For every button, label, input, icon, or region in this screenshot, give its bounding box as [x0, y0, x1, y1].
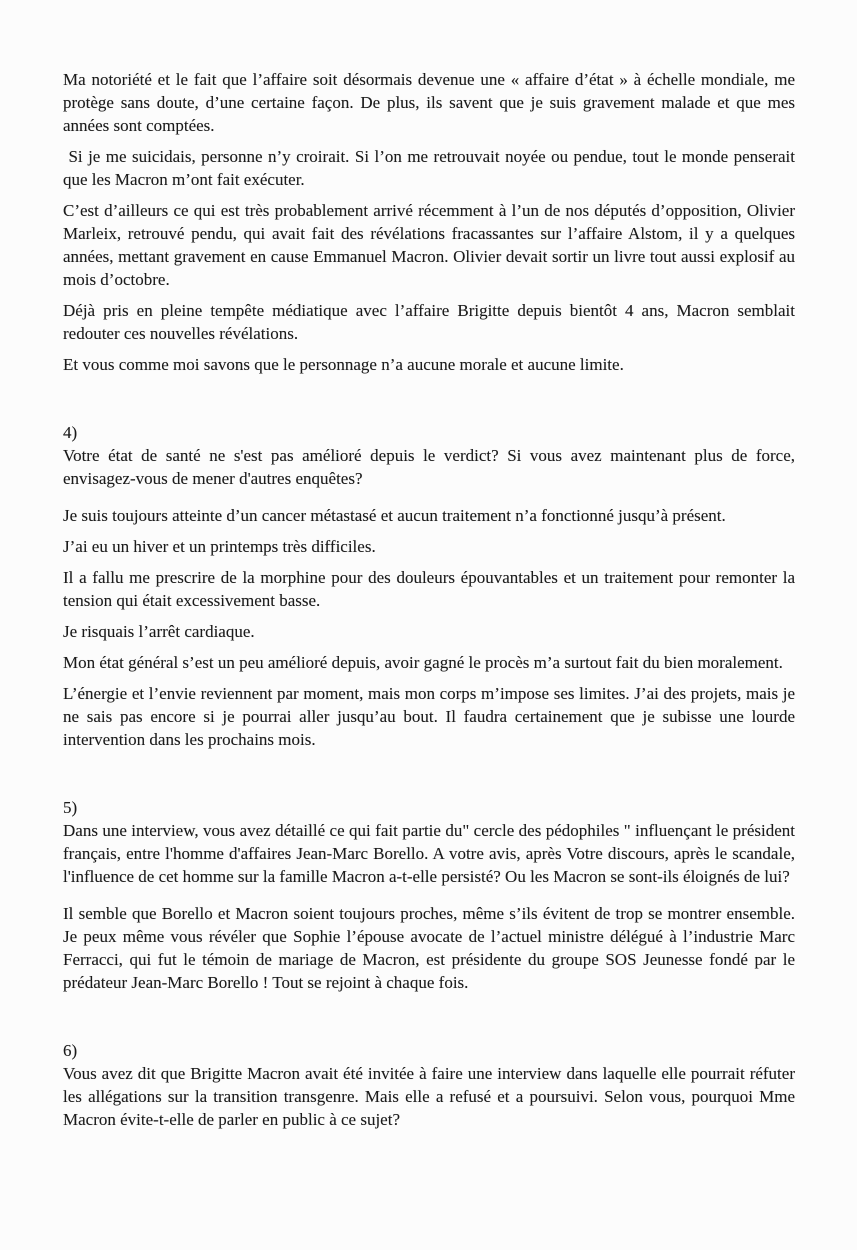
question-block [63, 1039, 800, 1131]
question-block [63, 421, 800, 490]
paragraph-text: Si je me suicidais, personne n’y croirait. Si l’on me retrouvait noyée ou pendue, tout le monde penserait que les Macron m’ont fait exécuter. [63, 147, 800, 189]
question-number: 5) [63, 798, 78, 817]
paragraph [63, 145, 800, 191]
paragraph-text: L’énergie et l’envie reviennent par moment, mais mon corps m’impose ses limites. J’ai des projets, mais je ne sais pas encore si je pourrai aller jusqu’au bout. Il faudra certainement que je subisse une lourde intervention dans les prochains mois. [63, 684, 800, 749]
paragraph [63, 299, 800, 345]
paragraph [63, 504, 795, 527]
paragraph [63, 535, 795, 558]
paragraph [63, 682, 800, 751]
paragraph-text: Je risquais l’arrêt cardiaque. [63, 622, 255, 641]
paragraph [63, 199, 800, 291]
question-text: Vous avez dit que Brigitte Macron avait été invitée à faire une interview dans laquelle elle pourrait réfuter les allégations sur la transition transgenre. Mais elle a refusé et a poursuivi. Selon vous, pourquoi Mme Macron évite-t-elle de parler en public à ce sujet? [63, 1064, 800, 1129]
question-text: Votre état de santé ne s'est pas amélioré depuis le verdict? Si vous avez maintenant plus de force, envisagez-vous de mener d'autres enquêtes? [63, 446, 800, 488]
question-block [63, 796, 800, 888]
paragraph-text: Il a fallu me prescrire de la morphine pour des douleurs épouvantables et un traitement pour remonter la tension qui était excessivement basse. [63, 568, 800, 610]
paragraph-text: Et vous comme moi savons que le personnage n’a aucune morale et aucune limite. [63, 355, 624, 374]
paragraph-text: Mon état général s’est un peu amélioré depuis, avoir gagné le procès m’a surtout fait du bien moralement. [63, 653, 783, 672]
question-number: 4) [63, 423, 78, 442]
paragraph [63, 566, 800, 612]
paragraph-text: C’est d’ailleurs ce qui est très probablement arrivé récemment à l’un de nos députés d’opposition, Olivier Marleix, retrouvé pendu, qui avait fait des révélations fracassantes sur l’affaire Alstom, il y a quelques années, mettant gravement en cause Emmanuel Macron. Olivier devait sortir un livre tout aussi explosif au mois d’octobre. [63, 201, 800, 289]
paragraph-text: Déjà pris en pleine tempête médiatique avec l’affaire Brigitte depuis bientôt 4 ans, Macron semblait redouter ces nouvelles révélations. [63, 301, 800, 343]
paragraph [63, 68, 800, 137]
paragraph [63, 902, 800, 994]
paragraph [63, 651, 795, 674]
paragraph-text: Je suis toujours atteinte d’un cancer métastasé et aucun traitement n’a fonctionné jusqu’à présent. [63, 506, 726, 525]
paragraph-text: Il semble que Borello et Macron soient toujours proches, même s’ils évitent de trop se montrer ensemble. Je peux même vous révéler que Sophie l’épouse avocate de l’actuel ministre délégué à l’industrie Marc Ferracci, qui fut le témoin de mariage de Macron, est présidente du groupe SOS Jeunesse fondé par le prédateur Jean-Marc Borello ! Tout se rejoint à chaque fois. [63, 904, 800, 992]
paragraph-text: J’ai eu un hiver et un printemps très difficiles. [63, 537, 376, 556]
paragraph [63, 620, 795, 643]
paragraph-text: Ma notoriété et le fait que l’affaire soit désormais devenue une « affaire d’état » à échelle mondiale, me protège sans doute, d’une certaine façon. De plus, ils savent que je suis gravement malade et que mes années sont comptées. [63, 70, 800, 135]
question-number: 6) [63, 1041, 78, 1060]
question-text: Dans une interview, vous avez détaillé ce qui fait partie du" cercle des pédophiles " influençant le président français, entre l'homme d'affaires Jean-Marc Borello. A votre avis, après Votre discours, après le scandale, l'influence de cet homme sur la famille Macron a-t-elle persisté? Ou les Macron se sont-ils éloignés de lui? [63, 821, 800, 886]
paragraph [63, 353, 795, 376]
